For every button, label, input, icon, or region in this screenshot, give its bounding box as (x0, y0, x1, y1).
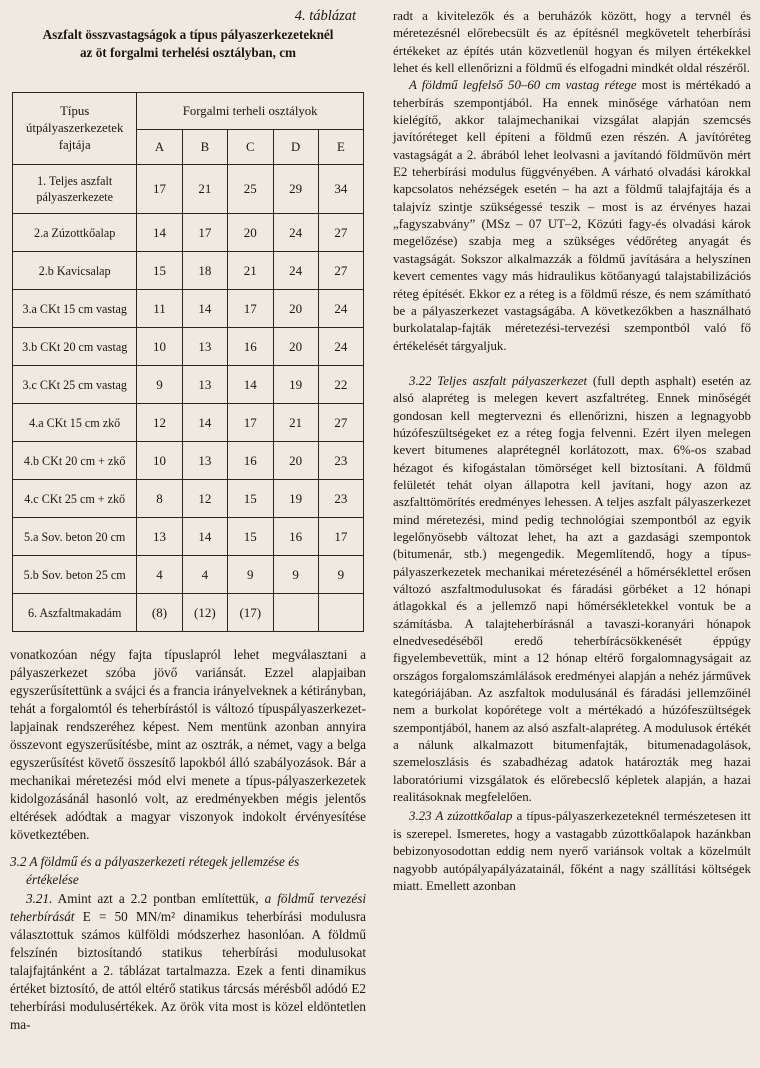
table-cell (318, 594, 363, 632)
right-column (393, 8, 751, 895)
table-title-line1: Aszfalt összvastagságok a típus pályaszerkezeteknél (42, 27, 334, 42)
table-row (13, 442, 364, 480)
row-label (13, 480, 137, 518)
table-row (13, 328, 364, 366)
table-cell: 22 (318, 366, 363, 404)
traffic-class-header: Forgalmi terheli osztályok (137, 93, 364, 130)
table-cell: (12) (182, 594, 227, 632)
table-cell: 29 (273, 165, 318, 214)
table-cell: 14 (182, 404, 227, 442)
table-cell: 14 (182, 290, 227, 328)
left-column (10, 8, 366, 1034)
type-header-line1: Típus (60, 104, 90, 118)
paragraph-text-b: E = 50 MN/m² dinamikus teherbírási modulusra választottuk számos külföldi módszerhez hasonlóan. A földmű felszínén biztosítandó statikus teherbírási modulusokat talajfajtánként a 2. táblázat tartalmazza. Ezek a fenti dinamikus értéket biztosító, de attól eltérő statikus tárcsás mérésből adódó E2 teherbírási modulusértékek. Az örök vita most is közel eldöntetlen ma- (10, 908, 366, 1032)
table-cell: 13 (137, 518, 182, 556)
table-cell: 11 (137, 290, 182, 328)
table-cell: 16 (273, 518, 318, 556)
table-cell: 8 (137, 480, 182, 518)
table-row (13, 290, 364, 328)
left-paragraph-1: vonatkozóan négy fajta típuslapról lehet megválasztani a pályaszerkezet szóba jövő variánsát. Ezzel alapjaiban egyszerűsítettünk a svájci és a francia irányelveknek a kétirányban, tehát a forgalomtól és teherbírástól is változó típuspályaszerkezet-lapjainak rendszeréhez képest. Nem mentünk azonban annyira összevont egyszerűsítésbe, mint az osztrák, a német, vagy a belga egyszerűsítést követő összesítő lapokból álló szabályozások. Bár a mechanikai méretezési mód elvi menete a típus-pályaszerkezetek kidolgozásánál hasonló volt, az eredményekben mégis jelentős eltérések adódtak a magyar viszonyok indokolt érvényesítése következtében. (10, 647, 366, 843)
left-paragraph-3-21 (10, 890, 366, 1034)
table-cell: 27 (318, 404, 363, 442)
paragraph-italic-term: A földmű legfelső 50–60 cm vastag rétege (409, 78, 637, 93)
row-label-line1: 6. Aszfaltmakadám (27, 605, 122, 620)
table-cell: (8) (137, 594, 182, 632)
paragraph-text: (full depth asphalt) esetén az alsó alapréteg is melegen kevert aszfaltréteg. Ennek minőségét gondosan kell megtervezni és ellenőrizni, hiszen a legnagyobb húzófeszültségeket ez a réteg fogja felvenni. Ezért ilyen melegen kevert bitumenes alaprétegnél korlátozott, max. 6%-os szabad hézagot és kifogástalan tömörséget kell biztosítani. A földmű felületét tehát olyan állapotra kell javítani, hogy azon az aszfalttömörítés eredményes lehessen. A teljes aszfalt pályaszerkezet mind méretezési, mind pedig technológiai szempontból az egyik legelőnyösebb változat lehet, ha azt a gazdasági szempontok (bitumenár, stb.) megengedik. Megemlítendő, hogy a típus-pályaszerkezetek mechanikai méretezésénél a hőmérséklettel erősen változó aszfaltmodulusokat és fáradási görbéket a 12 hónapi átlagokkal és a jellemző napi hőmérsékletekkel vontuk be a számításba. A talajteherbírásnál a tavaszi-koranyári hónapok elnedvesedéséből eredő teherbírácsökkenését éppúgy figyelembevettük, mint a 12 hónap eltérő forgalomnagyságait az országos forgalomszámlálások eredményei alapján a nehéz járművek kategóriájában. Az aszfaltok modulusánál és fáradási jellemzőinél nem a burkolat kopórétege volt a mértékadó a húzófeszültségek szempontjából, hanem az alsó aszfalt-alapréteg. A modulusok értékét a nálunk alkalmazott bitumenfajták, bitumenadagolások, szemeloszlásis és szabadhézag adatok határozták meg hazai laboratóriumi vizsgálatok és előrebecslő képletek alapján, a hazai realitásoknak megfelelően. (393, 373, 751, 805)
table-cell: 20 (228, 214, 273, 252)
table-cell: 21 (228, 252, 273, 290)
type-header (13, 93, 137, 165)
table-cell: 17 (137, 165, 182, 214)
row-label (13, 165, 137, 214)
table-cell: 14 (228, 366, 273, 404)
table-cell: 12 (182, 480, 227, 518)
row-label (13, 556, 137, 594)
table-cell: 17 (228, 404, 273, 442)
table-cell: 9 (318, 556, 363, 594)
row-label-line1: 3.c CKt 25 cm vastag (22, 377, 127, 392)
right-paragraph-2 (393, 77, 751, 355)
row-label (13, 442, 137, 480)
row-label-line1: 5.b Sov. beton 25 cm (23, 567, 126, 582)
table-row (13, 252, 364, 290)
paragraph-italic-term: a földmű tervezési teherbírását (10, 890, 366, 924)
table-cell: 23 (318, 480, 363, 518)
table-cell: 17 (228, 290, 273, 328)
table-cell: 9 (228, 556, 273, 594)
table-cell: 15 (137, 252, 182, 290)
column-header-b: B (182, 130, 227, 165)
right-paragraph-3-22 (393, 373, 751, 807)
section-heading-line1: 3.2 A földmű és a pályaszerkezeti rétegek jellemzése és (10, 853, 300, 869)
asphalt-thickness-table (12, 92, 364, 632)
row-label (13, 328, 137, 366)
table-title-line2: az öt forgalmi terhelési osztályban, cm (79, 45, 297, 60)
table-cell: 13 (182, 442, 227, 480)
table-row (13, 165, 364, 214)
table-cell: 34 (318, 165, 363, 214)
table-cell: 24 (318, 290, 363, 328)
table-cell: 9 (273, 556, 318, 594)
table-cell: 27 (318, 252, 363, 290)
table-cell: 20 (273, 328, 318, 366)
row-label (13, 214, 137, 252)
table-cell: 16 (228, 442, 273, 480)
table-cell: 23 (318, 442, 363, 480)
row-label (13, 518, 137, 556)
table-cell: 25 (228, 165, 273, 214)
row-label-line1: 4.c CKt 25 cm + zkő (24, 491, 126, 506)
paragraph-text: most is mértékadó a teherbírás szempontjából. Ha ennek minősége várhatóan nem kielégítő, akkor talajmechanikai vizsgálat alapján szemcsés javítóréteget kell építeni a földmű ezen részén. A javítóréteg vastagságát a 2. ábrából lehet leolvasni a javítandó földművön mért E2 teherbírási modulus függvényében. A várható olvadási károkkal kapcsolatos nehézségek esetén – ha azt a földmű talajfajtája és a talajvíz szintje szükségessé teszik – most is az érvényes hazai „fagyszabvány” (MSz – 07 UT–2, Közúti fagy-és olvadási károk megelőzése) szabja meg a szükséges védőréteg anyagát és vastagságát. Sokszor alkalmazzák a földmű javítására a helyszínen kevert cementes vagy más hidraulikus kötőanyagú talajstabilizációs réteg építését. Ekkor ez a réteg is a földmű része, és nem számítható be a pályaszerkezet vastagságába. A következőkben a használható burkolatalap-fajták méretezési-tervezési szempontból való fő értékelését tárgyaljuk. (393, 78, 752, 353)
table-cell: 20 (273, 442, 318, 480)
table-cell: 10 (137, 442, 182, 480)
column-header-d: D (273, 130, 318, 165)
table-cell (273, 594, 318, 632)
table-row (13, 366, 364, 404)
table-cell: 24 (318, 328, 363, 366)
row-label-line1: 1. Teljes aszfalt (37, 174, 113, 188)
table-cell: (17) (228, 594, 273, 632)
column-header-c: C (228, 130, 273, 165)
table-cell: 17 (318, 518, 363, 556)
column-header-a: A (137, 130, 182, 165)
paragraph-text: a típus-pályaszerkezeteknél természetesen itt is szerepel. Ismeretes, hogy a vastagabb zúzottkőalapok hazánkban bebizonyosodottan eddig nem nyerő variánsok voltak a közelmúlt nagyobb autópályapályázatainál, főként a nagy szállítási költségek miatt. Emellett azonban (393, 809, 751, 893)
row-label (13, 366, 137, 404)
row-label-line1: 3.a CKt 15 cm vastag (22, 301, 127, 316)
table-cell: 9 (137, 366, 182, 404)
type-header-line3: fajtája (58, 138, 91, 152)
row-label-line1: 3.b CKt 20 cm vastag (22, 339, 128, 354)
table-cell: 14 (182, 518, 227, 556)
table-row (13, 480, 364, 518)
paragraph-italic-term: 3.23 A zúzottkőalap (409, 809, 513, 824)
table-cell: 27 (318, 214, 363, 252)
row-label (13, 404, 137, 442)
table-row (13, 404, 364, 442)
table-number: 4. táblázat (294, 8, 356, 24)
table-cell: 18 (182, 252, 227, 290)
table-cell: 4 (182, 556, 227, 594)
table-cell: 17 (182, 214, 227, 252)
row-label-line1: 4.a CKt 15 cm zkő (29, 415, 121, 430)
section-3-2-heading (10, 853, 366, 889)
table-cell: 10 (137, 328, 182, 366)
row-label-line1: 4.b CKt 20 cm + zkő (23, 453, 126, 468)
table-cell: 13 (182, 328, 227, 366)
row-label (13, 290, 137, 328)
table-cell: 21 (182, 165, 227, 214)
table-cell: 24 (273, 214, 318, 252)
table-title (10, 26, 366, 62)
table-cell: 19 (273, 366, 318, 404)
paragraph-italic-term: 3.22 Teljes aszfalt pályaszerkezet (409, 373, 588, 388)
section-heading-line2: értékelése (26, 871, 79, 887)
table-cell: 24 (273, 252, 318, 290)
table-row (13, 214, 364, 252)
table-cell: 19 (273, 480, 318, 518)
right-paragraph-1: radt a kivitelezők és a beruházók között, hogy a tervnél és méretezésnél előrebecsült és az építésnél megkövetelt teherbírási értékeket az építés után közvetlenül hogyan és milyen értékekkel lehet és kell ellenőrizni a földmű és elfogadni mindkét oldal részéről. (393, 9, 751, 76)
table-cell: 21 (273, 404, 318, 442)
row-label (13, 252, 137, 290)
table-cell: 12 (137, 404, 182, 442)
table-cell: 13 (182, 366, 227, 404)
table-cell: 4 (137, 556, 182, 594)
row-label-line1: 5.a Sov. beton 20 cm (24, 529, 126, 544)
table-cell: 14 (137, 214, 182, 252)
type-header-line2: útpályaszerkezetek (26, 121, 124, 135)
table-row (13, 556, 364, 594)
column-header-e: E (318, 130, 363, 165)
table-cell: 16 (228, 328, 273, 366)
paragraph-number: 3.21. (26, 890, 53, 906)
table-cell: 15 (228, 518, 273, 556)
table-row (13, 518, 364, 556)
right-paragraph-3-23 (393, 808, 751, 895)
table-cell: 20 (273, 290, 318, 328)
row-label (13, 594, 137, 632)
table-cell: 15 (228, 480, 273, 518)
paragraph-text-a: Amint azt a 2.2 pontban említettük, (52, 890, 265, 906)
row-label-line1: 2.a Zúzottkőalap (34, 225, 116, 240)
table-row (13, 594, 364, 632)
row-label-line2: pályaszerkezete (36, 190, 113, 204)
row-label-line1: 2.b Kavicsalap (38, 263, 111, 278)
